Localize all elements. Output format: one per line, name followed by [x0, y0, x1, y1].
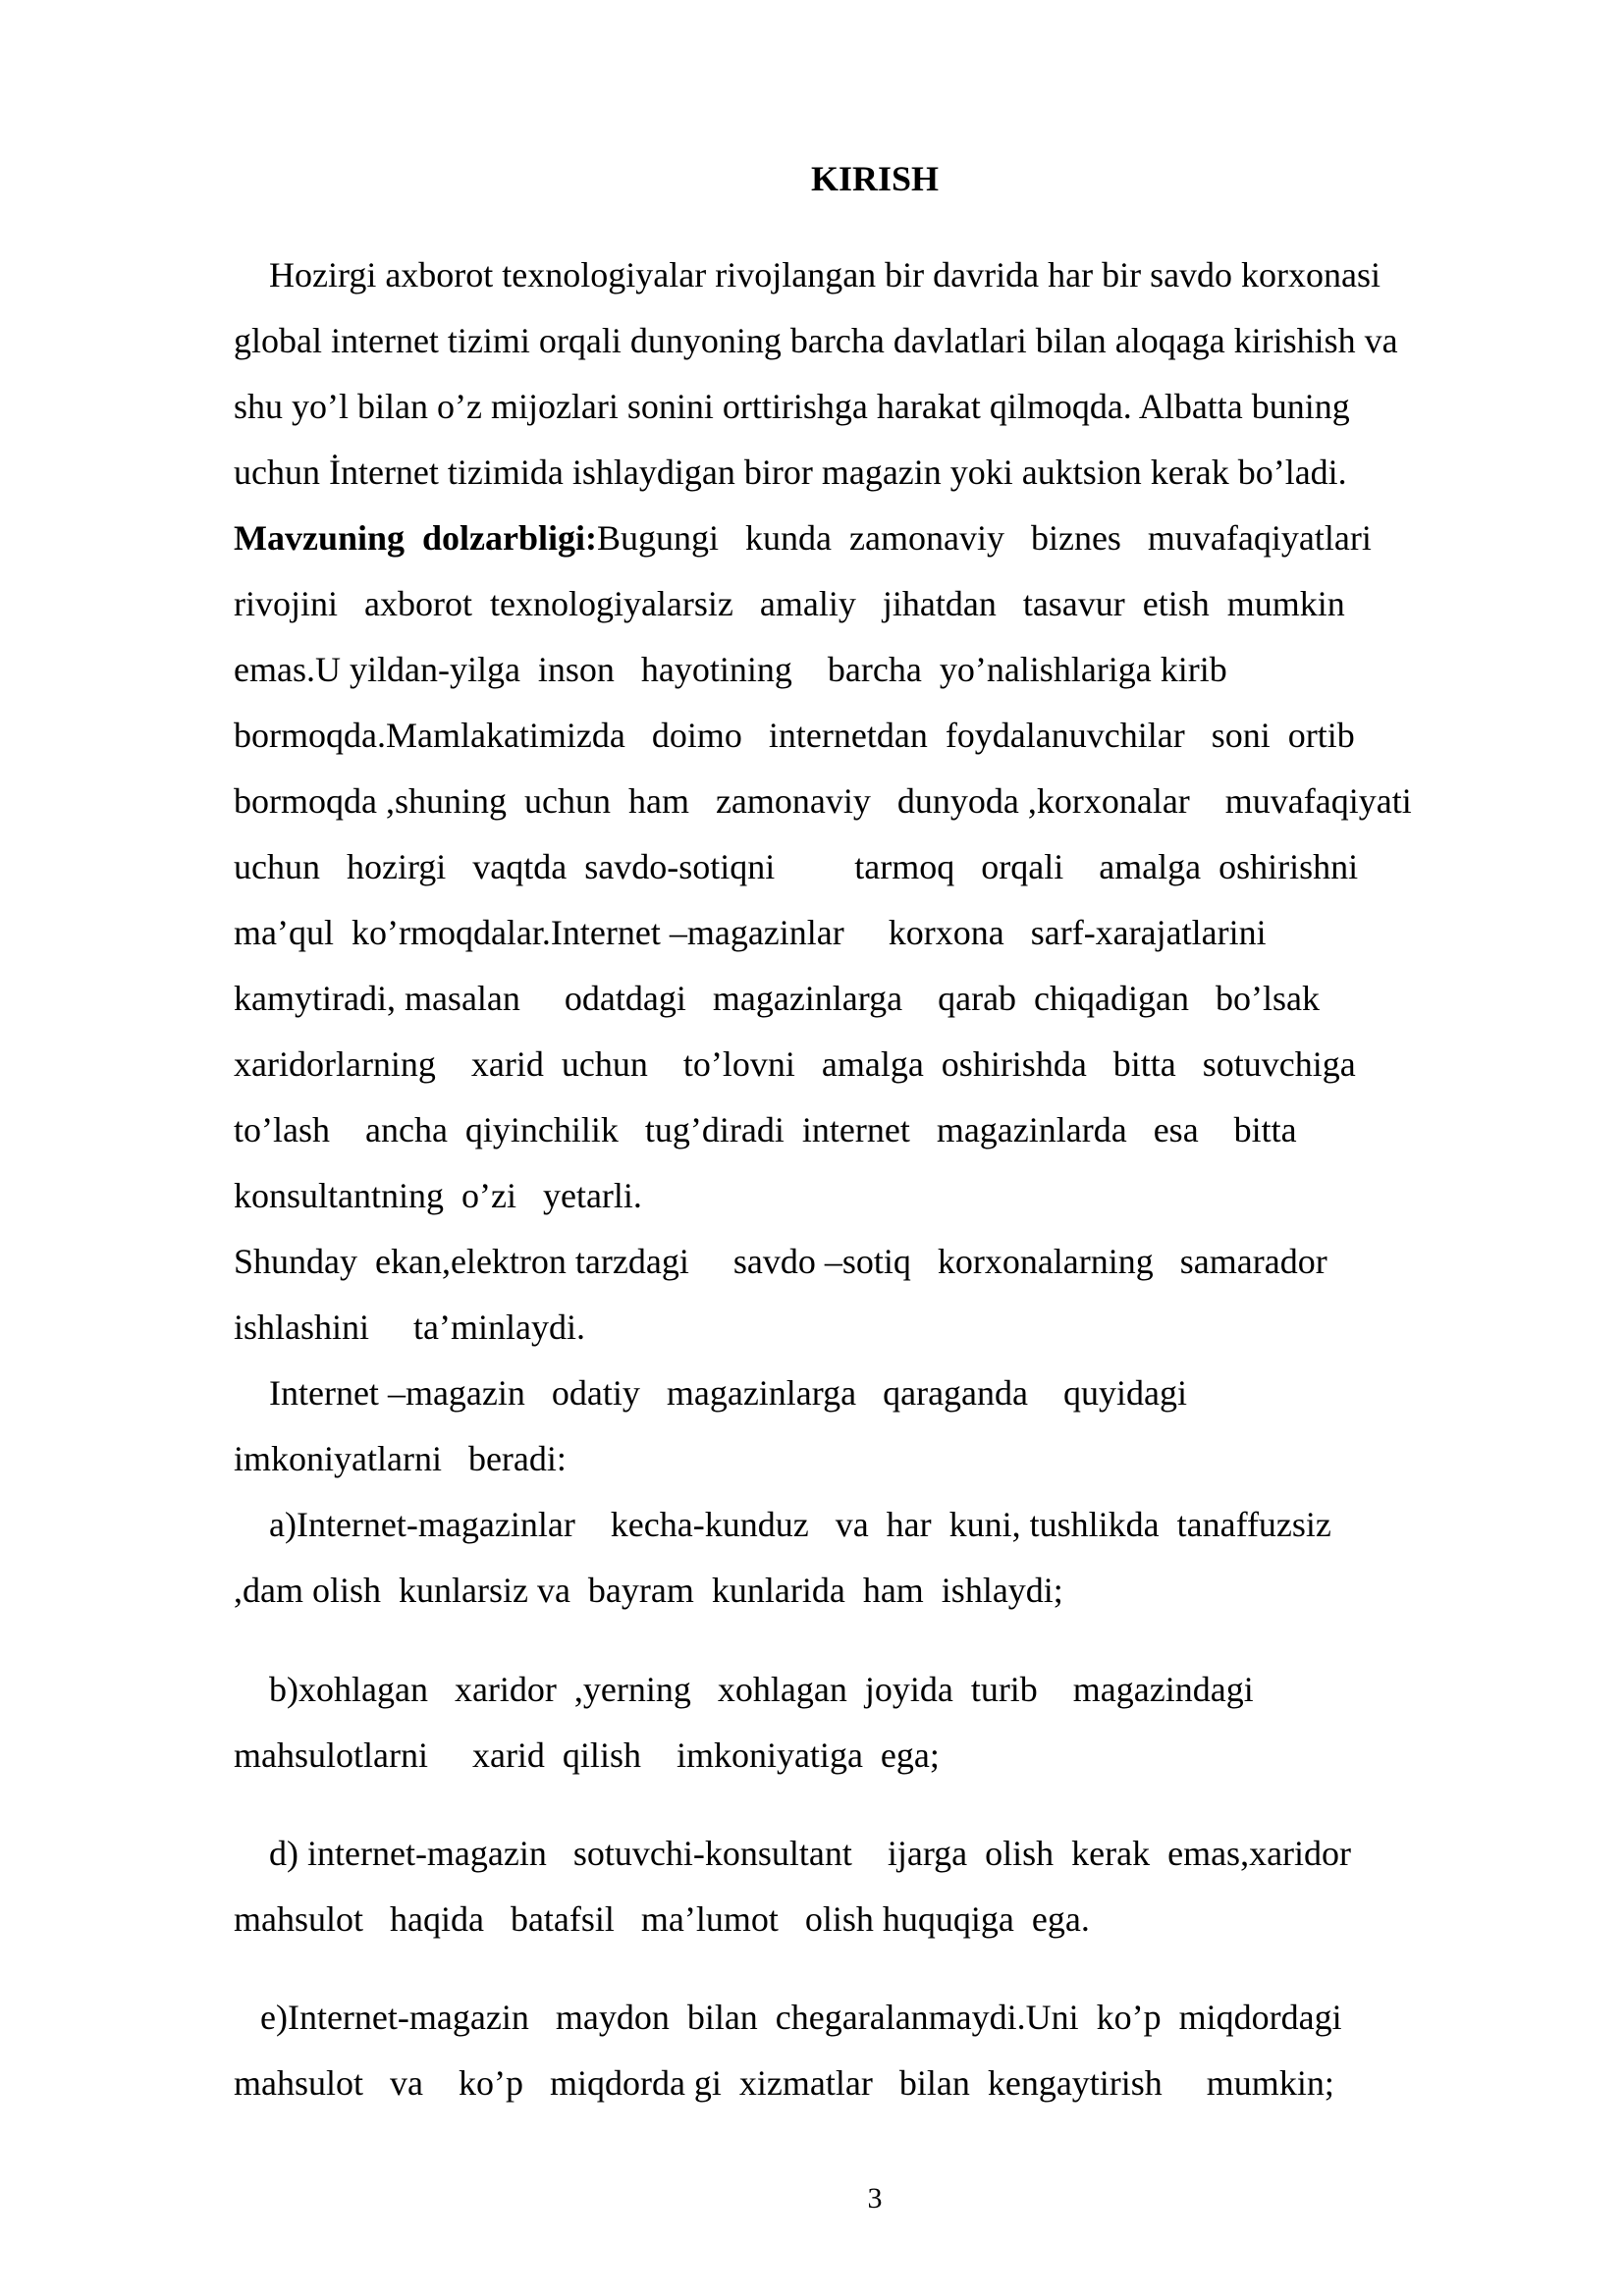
relevance-line — [234, 516, 1372, 560]
section-heading: KIRISH — [810, 159, 940, 198]
paragraph-line: uchun hozirgi vaqtda savdo-sotiqni tarmoq orqali amalga oshirishni — [234, 847, 1359, 886]
list-item-line: e)Internet-magazin maydon bilan chegaralanmaydi.Uni ko’p miqdordagi — [234, 1998, 1342, 2037]
list-item-line: mahsulot va ko’p miqdorda gi xizmatlar bilan kengaytirish mumkin; — [234, 2063, 1334, 2103]
paragraph-line: ishlashini ta’minlaydi. — [234, 1308, 585, 1347]
paragraph-line: imkoniyatlarni beradi: — [234, 1439, 567, 1478]
paragraph-line: ma’qul ko’rmoqdalar.Internet –magazinlar korxona sarf-xarajatlarini — [234, 913, 1267, 952]
list-item-line: d) internet-magazin sotuvchi-konsultant ijarga olish kerak emas,xaridor — [234, 1834, 1352, 1873]
paragraph-line: Shunday ekan,elektron tarzdagi savdo –sotiq korxonalarning samarador — [234, 1242, 1327, 1281]
paragraph-line: Internet –magazin odatiy magazinlarga qaraganda quyidagi — [234, 1373, 1187, 1413]
paragraph-line: rivojini axborot texnologiyalarsiz amaliy jihatdan tasavur etish mumkin — [234, 584, 1345, 623]
paragraph-line: bormoqda ,shuning uchun ham zamonaviy dunyoda ,korxonalar muvafaqiyati — [234, 781, 1412, 821]
paragraph-line: to’lash ancha qiyinchilik tug’diradi internet magazinlarda esa bitta — [234, 1110, 1297, 1149]
paragraph-line: shu yo’l bilan o’z mijozlari sonini orttirishga harakat qilmoqda. Albatta buning — [234, 387, 1350, 426]
paragraph-line: global internet tizimi orqali dunyoning barcha davlatlari bilan aloqaga kirishish va — [234, 321, 1398, 360]
list-item-line: mahsulotlarni xarid qilish imkoniyatiga ega; — [234, 1735, 940, 1775]
paragraph-line: bormoqda.Mamlakatimizda doimo internetdan foydalanuvchilar soni ortib — [234, 716, 1355, 755]
paragraph-line: konsultantning o’zi yetarli. — [234, 1176, 642, 1215]
relevance-label: Mavzuning dolzarbligi: — [234, 518, 598, 558]
paragraph-line: Hozirgi axborot texnologiyalar rivojlangan bir davrida har bir savdo korxonasi — [234, 255, 1381, 294]
paragraph-line: xaridorlarning xarid uchun to’lovni amalga oshirishda bitta sotuvchiga — [234, 1044, 1356, 1084]
paragraph-line: kamytiradi, masalan odatdagi magazinlarga qarab chiqadigan bo’lsak — [234, 979, 1320, 1018]
relevance-text: Bugungi kunda zamonaviy biznes muvafaqiyatlari — [597, 518, 1372, 558]
page-number: 3 — [867, 2182, 883, 2215]
paragraph-line: emas.U yildan-yilga inson hayotining barcha yo’nalishlariga kirib — [234, 650, 1227, 689]
list-item-line: mahsulot haqida batafsil ma’lumot olish huquqiga ega. — [234, 1899, 1090, 1939]
list-item-line: b)xohlagan xaridor ,yerning xohlagan joyida turib magazindagi — [234, 1670, 1254, 1709]
paragraph-line: uchun İnternet tizimida ishlaydigan biror magazin yoki auktsion kerak bo’ladi. — [234, 453, 1347, 492]
list-item-line: ,dam olish kunlarsiz va bayram kunlarida ham ishlaydi; — [234, 1571, 1063, 1610]
list-item-line: a)Internet-magazinlar kecha-kunduz va har kuni, tushlikda tanaffuzsiz — [234, 1505, 1331, 1544]
